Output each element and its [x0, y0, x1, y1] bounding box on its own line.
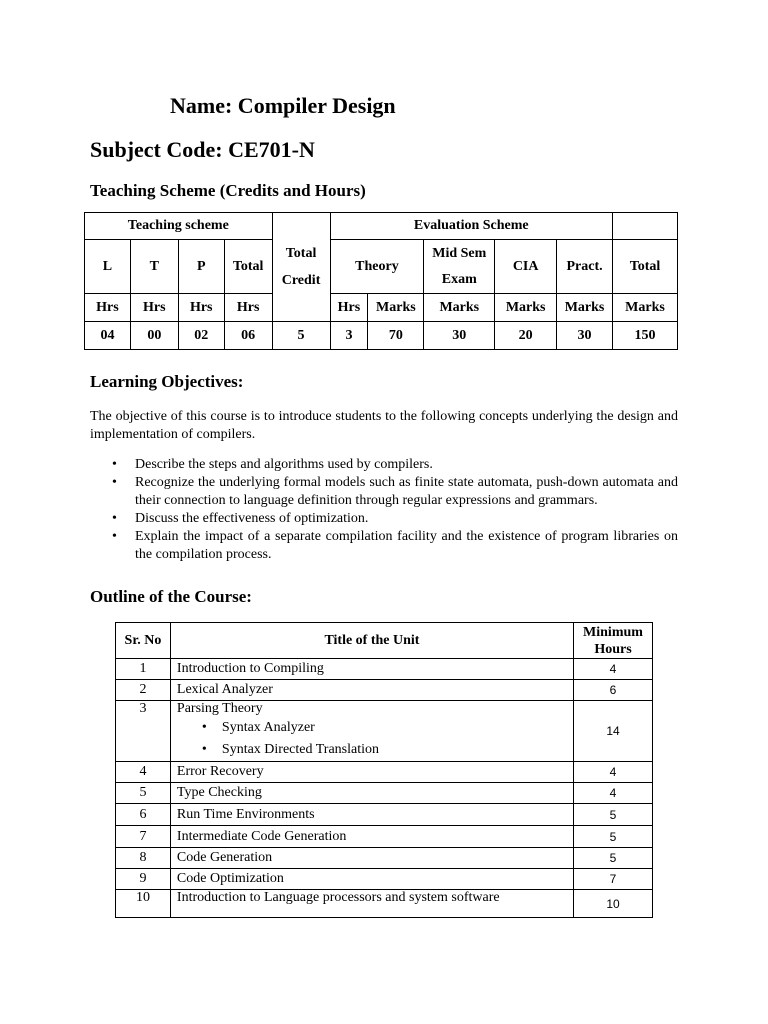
sr-cell: 9	[116, 869, 171, 890]
col-total: Total	[224, 240, 272, 294]
title-cell: Introduction to Language processors and system software	[170, 890, 573, 918]
sr-cell: 2	[116, 680, 171, 701]
objective-text: Explain the impact of a separate compilation facility and the existence of program libraries on the compilation process.	[135, 529, 678, 562]
list-item	[90, 474, 678, 510]
unit-cell: Hrs	[130, 294, 178, 322]
min-hours-line-1: Minimum	[583, 624, 643, 640]
list-item	[90, 528, 678, 564]
unit-cell: Marks	[613, 294, 678, 322]
sr-cell: 3	[116, 701, 171, 762]
objectives-intro-paragraph: The objective of this course is to introduce students to the following concepts underlying the design and implementation of compilers.	[90, 409, 678, 442]
sr-cell: 4	[116, 762, 171, 783]
bullet-icon: •	[112, 529, 117, 544]
col-t: T	[130, 240, 178, 294]
title-cell: Introduction to Compiling	[170, 659, 573, 680]
hours-cell: 7	[574, 869, 653, 890]
unit-title: Parsing Theory	[176, 701, 263, 716]
value-cell: 30	[424, 322, 495, 350]
empty-header-cell	[613, 213, 678, 240]
sr-cell: 1	[116, 659, 171, 680]
table-row	[116, 804, 653, 826]
hours-cell: 5	[574, 848, 653, 869]
table-row	[116, 680, 653, 701]
table-row	[116, 701, 653, 762]
min-hours-header	[574, 623, 653, 659]
sr-cell: 10	[116, 890, 171, 918]
value-cell: 02	[178, 322, 224, 350]
table-row	[116, 826, 653, 848]
unit-cell: Marks	[495, 294, 557, 322]
outline-heading: Outline of the Course:	[90, 587, 252, 606]
ts-header-row-1	[85, 213, 678, 240]
title-cell: Code Optimization	[170, 869, 573, 890]
hours-cell: 6	[574, 680, 653, 701]
subject-code-title: Subject Code: CE701-N	[90, 137, 315, 162]
title-header: Title of the Unit	[170, 623, 573, 659]
outline-header-row	[116, 623, 653, 659]
total-credit-header	[272, 213, 330, 322]
mid-sem-line-2: Exam	[441, 271, 477, 287]
min-hours-line-2: Hours	[594, 641, 632, 657]
hours-cell: 5	[574, 826, 653, 848]
teaching-scheme-heading: Teaching Scheme (Credits and Hours)	[90, 181, 366, 200]
value-cell: 00	[130, 322, 178, 350]
hours-cell: 5	[574, 804, 653, 826]
value-cell: 70	[368, 322, 424, 350]
col-l: L	[85, 240, 131, 294]
bullet-icon: •	[112, 511, 117, 526]
table-row	[116, 869, 653, 890]
objective-text: Describe the steps and algorithms used by compilers.	[135, 457, 433, 472]
title-cell: Code Generation	[170, 848, 573, 869]
ts-header-row-2	[85, 240, 678, 294]
objective-text: Recognize the underlying formal models such as finite state automata, push-down automata and their connection to language definition through regular expressions and grammars.	[135, 475, 678, 508]
bullet-icon: •	[201, 742, 207, 757]
mid-sem-line-1: Mid Sem	[432, 245, 487, 261]
table-row	[116, 890, 653, 918]
table-row	[116, 762, 653, 783]
sr-cell: 7	[116, 826, 171, 848]
value-cell: 06	[224, 322, 272, 350]
total-credit-line-2: Credit	[281, 273, 321, 288]
sr-cell: 6	[116, 804, 171, 826]
value-cell: 3	[330, 322, 368, 350]
teaching-scheme-header: Teaching scheme	[85, 213, 273, 240]
col-theory: Theory	[330, 240, 424, 294]
title-cell: Run Time Environments	[170, 804, 573, 826]
unit-cell: Hrs	[178, 294, 224, 322]
value-cell: 20	[495, 322, 557, 350]
unit-cell: Hrs	[224, 294, 272, 322]
value-cell: 04	[85, 322, 131, 350]
teaching-scheme-table	[84, 212, 678, 350]
list-item	[177, 739, 567, 761]
unit-cell: Marks	[424, 294, 495, 322]
evaluation-scheme-header: Evaluation Scheme	[330, 213, 613, 240]
sub-topic-text: Syntax Analyzer	[221, 720, 315, 735]
sr-cell: 8	[116, 848, 171, 869]
title-cell: Intermediate Code Generation	[170, 826, 573, 848]
col-mid-sem	[424, 240, 495, 294]
unit-cell: Hrs	[330, 294, 368, 322]
col-total-marks: Total	[613, 240, 678, 294]
title-cell: Type Checking	[170, 783, 573, 804]
title-cell	[170, 701, 573, 762]
bullet-icon: •	[201, 720, 207, 735]
hours-cell: 10	[574, 890, 653, 918]
value-cell: 150	[613, 322, 678, 350]
sr-cell: 5	[116, 783, 171, 804]
hours-cell: 4	[574, 659, 653, 680]
total-credit-line-1: Total	[285, 246, 317, 261]
unit-cell: Hrs	[85, 294, 131, 322]
table-row	[116, 848, 653, 869]
bullet-icon: •	[112, 475, 117, 490]
course-name-title: Name: Compiler Design	[170, 93, 396, 118]
ts-units-row	[85, 294, 678, 322]
value-cell: 30	[557, 322, 613, 350]
sr-no-header: Sr. No	[116, 623, 171, 659]
col-cia: CIA	[495, 240, 557, 294]
sub-topic-text: Syntax Directed Translation	[221, 742, 380, 757]
list-item	[90, 510, 678, 528]
hours-cell: 4	[574, 762, 653, 783]
outline-table	[115, 622, 653, 918]
hours-cell: 14	[574, 701, 653, 762]
bullet-icon: •	[112, 457, 117, 472]
list-item	[90, 456, 678, 474]
unit-cell: Marks	[557, 294, 613, 322]
objectives-list	[90, 456, 678, 564]
ts-values-row	[85, 322, 678, 350]
value-cell: 5	[272, 322, 330, 350]
hours-cell: 4	[574, 783, 653, 804]
col-p: P	[178, 240, 224, 294]
learning-objectives-heading: Learning Objectives:	[90, 372, 244, 391]
table-row	[116, 783, 653, 804]
title-cell: Lexical Analyzer	[170, 680, 573, 701]
unit-cell: Marks	[368, 294, 424, 322]
list-item	[177, 717, 567, 739]
objective-text: Discuss the effectiveness of optimization.	[135, 511, 369, 526]
sub-topic-list	[177, 717, 567, 761]
col-pract: Pract.	[557, 240, 613, 294]
title-cell: Error Recovery	[170, 762, 573, 783]
table-row	[116, 659, 653, 680]
